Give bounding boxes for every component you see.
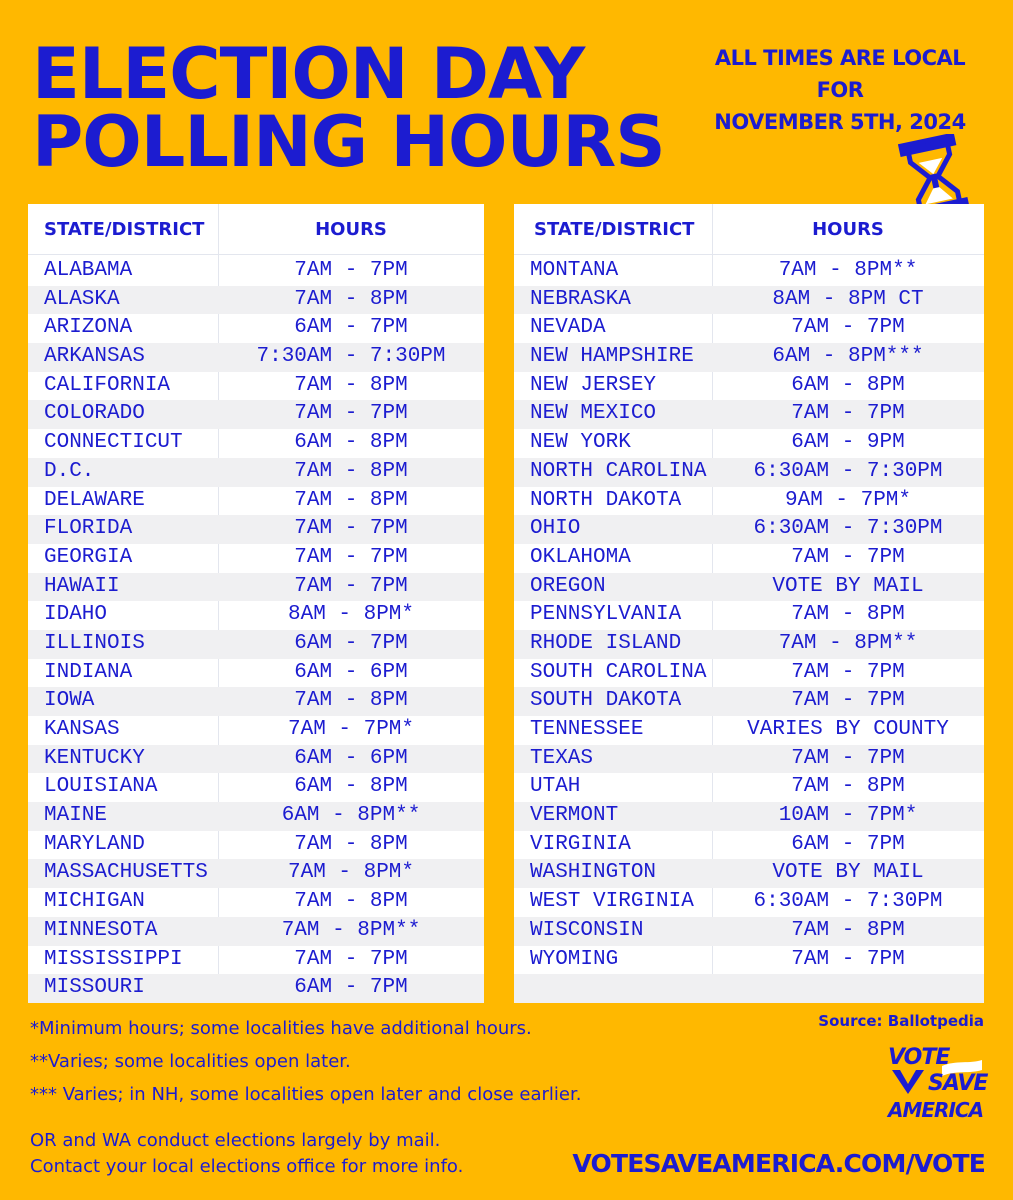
table-row [514,917,984,946]
state-name: LOUISIANA [44,775,158,799]
table-row [514,773,984,802]
poll-hours: 7AM - 8PM [791,603,905,627]
logo-word-america: AMERICA [888,1098,984,1122]
poll-hours: 6AM - 6PM [294,746,408,770]
state-name: NEVADA [530,316,606,340]
poll-hours: 6AM - 7PM [791,832,905,856]
polling-hours-table-right [514,204,984,1002]
footnote-2: **Varies; some localities open later. [30,1051,351,1072]
poll-hours: 7AM - 7PM [791,947,905,971]
state-name: MINNESOTA [44,918,158,942]
poll-hours: 7AM - 8PM [294,373,408,397]
state-name: WYOMING [530,947,619,971]
table-row [514,831,984,860]
table-row [514,400,984,429]
poll-hours: 7AM - 8PM** [778,259,918,282]
state-name: CONNECTICUT [44,431,183,455]
table-row [28,831,484,860]
poll-hours: 7AM - 8PM [294,459,408,483]
table-row [514,888,984,917]
poll-hours: 6AM - 7PM [294,316,408,340]
state-name: MICHIGAN [44,890,145,914]
state-name: VERMONT [530,804,619,828]
table-row [28,859,484,888]
mail-note-line-1: OR and WA conduct elections largely by mail. [30,1130,441,1151]
poll-hours: 7AM - 8PM [294,488,408,512]
vote-save-america-logo [888,1045,988,1130]
state-name: DELAWARE [44,488,145,512]
poll-hours: 7AM - 7PM [294,947,408,971]
header-state: STATE/DISTRICT [44,219,205,240]
table-row [514,257,984,286]
logo-word-vote: VOTE [888,1045,950,1070]
state-name: IOWA [44,689,95,713]
state-name: ARKANSAS [44,345,145,369]
table-rows-left [28,257,484,1003]
poll-hours: 7AM - 7PM* [287,718,415,741]
state-name: NEW JERSEY [530,373,657,397]
state-name: MONTANA [530,259,619,282]
poll-hours: 6AM - 8PM [791,373,905,397]
table-row [514,802,984,831]
table-row [28,601,484,630]
state-name: OKLAHOMA [530,545,631,569]
table-row [28,802,484,831]
table-row [28,745,484,774]
table-row [28,458,484,487]
poll-hours: 7AM - 7PM [791,545,905,569]
mail-voting-note [30,1128,463,1180]
poll-hours: 7AM - 8PM [294,689,408,713]
state-name: WISCONSIN [530,918,644,942]
table-row [28,343,484,372]
mail-note-line-2: Contact your local elections office for more info. [30,1156,464,1177]
state-name: IDAHO [44,603,108,627]
poll-hours: 7AM - 7PM [294,517,408,541]
poll-hours: 7AM - 7PM [294,545,408,569]
table-row [28,716,484,745]
poll-hours: 7:30AM - 7:30PM [256,345,446,369]
poll-hours: 8AM - 8PM CT [772,287,924,311]
table-row [28,544,484,573]
table-row [514,745,984,774]
table-row [28,888,484,917]
poll-hours: 6AM - 8PM [294,775,408,799]
poll-hours: 9AM - 7PM* [784,488,912,512]
state-name: PENNSYLVANIA [530,603,682,627]
table-row [28,917,484,946]
subtitle [690,42,990,138]
state-name: MARYLAND [44,832,145,856]
table-row [28,687,484,716]
state-name: KENTUCKY [44,746,145,770]
header-hours: HOURS [315,219,387,240]
poll-hours: 7AM - 8PM [294,890,408,914]
poll-hours: 7AM - 7PM [791,660,905,684]
table-row [514,372,984,401]
state-name: NEW MEXICO [530,402,657,426]
poll-hours: 7AM - 8PM [791,775,905,799]
page-title-line-1: ELECTION DAY [32,33,585,115]
table-row [514,974,984,1003]
state-name: MASSACHUSETTS [44,861,208,885]
state-name: OREGON [530,574,606,598]
table-row [28,946,484,975]
table-row [28,515,484,544]
state-name: HAWAII [44,574,120,598]
state-name: NORTH DAKOTA [530,488,682,512]
poll-hours: 7AM - 7PM [791,746,905,770]
poll-hours: 7AM - 7PM [294,402,408,426]
state-name: WASHINGTON [530,861,657,885]
table-row [514,343,984,372]
table-row [514,286,984,315]
state-name: MISSOURI [44,976,145,1000]
table-row [514,630,984,659]
state-name: UTAH [530,775,581,799]
state-name: OHIO [530,517,581,541]
state-name: NEW YORK [530,431,631,455]
footnote-1: *Minimum hours; some localities have additional hours. [30,1018,532,1039]
header-hours: HOURS [812,219,884,240]
poll-hours: 7AM - 8PM** [281,918,421,942]
page-title [32,33,665,183]
state-name: D.C. [44,459,95,483]
state-name: NEW HAMPSHIRE [530,345,694,369]
state-name: ARIZONA [44,316,133,340]
table-row [28,773,484,802]
footnotes [30,1012,581,1111]
state-name: RHODE ISLAND [530,631,682,655]
table-row [28,286,484,315]
table-row [514,429,984,458]
website-url[interactable]: VOTESAVEAMERICA.COM/VOTE [572,1149,985,1178]
state-name: FLORIDA [44,517,133,541]
table-row [28,372,484,401]
state-name: ILLINOIS [44,631,145,655]
poll-hours: 7AM - 8PM** [778,631,918,655]
table-row [28,429,484,458]
poll-hours: 7AM - 7PM [294,259,408,282]
table-row [514,314,984,343]
table-row [28,314,484,343]
poll-hours: 7AM - 8PM [294,832,408,856]
state-name: GEORGIA [44,545,133,569]
poll-hours: VARIES BY COUNTY [747,718,949,741]
footnote-3: *** Varies; in NH, some localities open later and close earlier. [30,1084,582,1105]
table-row [28,573,484,602]
table-row [28,974,484,1003]
state-name: KANSAS [44,718,120,741]
header-state: STATE/DISTRICT [534,219,695,240]
state-name: WEST VIRGINIA [530,890,694,914]
table-row [514,716,984,745]
table-row [514,515,984,544]
poll-hours: 7AM - 7PM [294,574,408,598]
table-header [28,204,484,255]
poll-hours: 6AM - 8PM [294,431,408,455]
poll-hours: 7AM - 7PM [791,316,905,340]
poll-hours: 6AM - 9PM [791,431,905,455]
source-credit: Source: Ballotpedia [818,1012,984,1030]
table-row [28,630,484,659]
state-name: NEBRASKA [530,287,631,311]
state-name: ALABAMA [44,259,133,282]
state-name: MISSISSIPPI [44,947,183,971]
table-row [514,859,984,888]
page-title-line-2: POLLING HOURS [32,101,665,183]
state-name: ALASKA [44,287,120,311]
poll-hours: 6AM - 6PM [294,660,408,684]
state-name: TEXAS [530,746,594,770]
polling-hours-table-left [28,204,484,1002]
table-row [28,257,484,286]
table-header [514,204,984,255]
poll-hours: 6:30AM - 7:30PM [753,459,943,483]
poll-hours: 7AM - 8PM* [287,861,415,885]
state-name: TENNESSEE [530,718,644,741]
state-name: NORTH CAROLINA [530,459,707,483]
poll-hours: VOTE BY MAIL [772,574,924,598]
poll-hours: 6:30AM - 7:30PM [753,890,943,914]
poll-hours: 8AM - 8PM* [287,603,415,627]
poll-hours: 6AM - 7PM [294,631,408,655]
table-row [514,687,984,716]
poll-hours: VOTE BY MAIL [772,861,924,885]
table-row [514,946,984,975]
poll-hours: 7AM - 8PM [791,918,905,942]
table-row [28,487,484,516]
poll-hours: 6AM - 7PM [294,976,408,1000]
table-rows-right [514,257,984,1003]
table-row [514,573,984,602]
poll-hours: 6:30AM - 7:30PM [753,517,943,541]
state-name: COLORADO [44,402,145,426]
table-row [28,400,484,429]
state-name: SOUTH CAROLINA [530,660,707,684]
poll-hours: 7AM - 7PM [791,689,905,713]
state-name: SOUTH DAKOTA [530,689,682,713]
poll-hours: 10AM - 7PM* [778,804,918,828]
table-row [514,544,984,573]
logo-word-save: SAVE [928,1071,988,1096]
state-name: INDIANA [44,660,133,684]
table-row [514,659,984,688]
subtitle-line-1: ALL TIMES ARE LOCAL FOR [714,46,966,102]
poll-hours: 7AM - 8PM [294,287,408,311]
poll-hours: 6AM - 8PM** [281,804,421,828]
subtitle-line-2: NOVEMBER 5TH, 2024 [714,110,966,134]
table-row [514,458,984,487]
poll-hours: 7AM - 7PM [791,402,905,426]
table-row [514,601,984,630]
state-name: VIRGINIA [530,832,631,856]
table-row [514,487,984,516]
state-name: MAINE [44,804,108,828]
state-name: CALIFORNIA [44,373,171,397]
poll-hours: 6AM - 8PM*** [772,345,924,369]
table-row [28,659,484,688]
